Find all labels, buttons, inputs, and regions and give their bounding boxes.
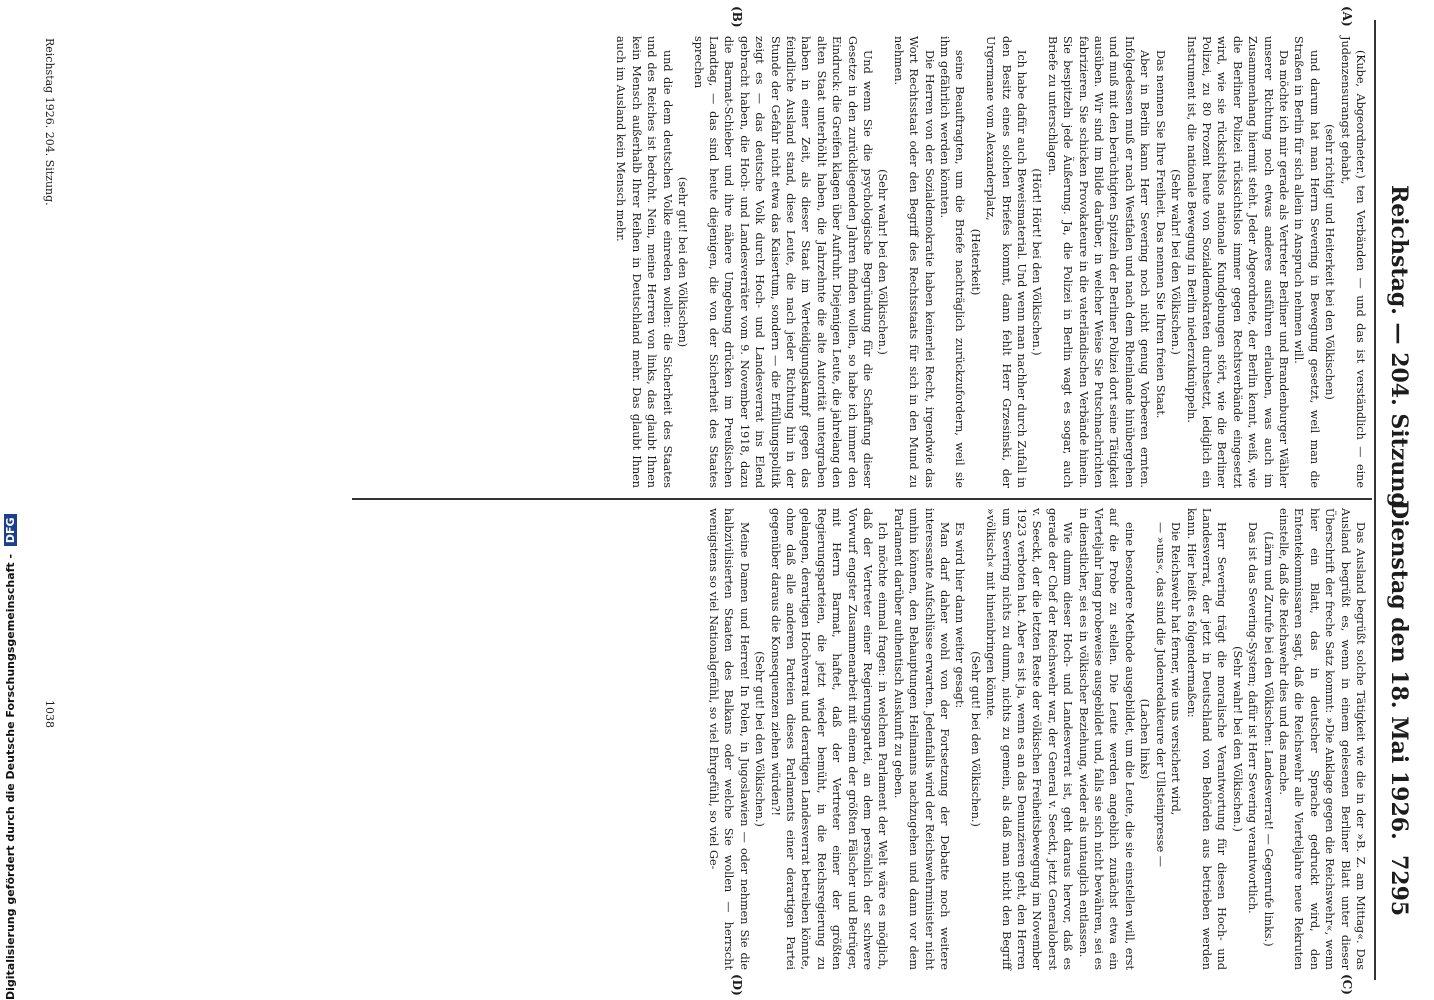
paragraph: (Lachen links) [1138, 698, 1152, 780]
paragraph: Das Ausland begrüßt solche Tätigkeit wie die in der »B. Z. am Mittag«. Das Ausland begrüßt es, wenn in einem gelesenen Berliner Blatt unter dieser Überschrift der freche Satz kommt: »Die Anklage gegen die Reichswehr«, wenn hier ein Blatt, das in deutscher Sprache gedruckt wird, den Ententekommissaren sagt, daß die Reichswehr alle Vierteljahre neue Rekruten einstelle, daß die Reichswehr dies und das mache. [1276, 508, 1367, 970]
paragraph: (sehr richtig! und Heiterkeit bei den Völkischen) [1323, 124, 1337, 400]
paragraph: Es wird hier dann weiter gesagt: [953, 522, 967, 709]
right-column [706, 508, 1368, 970]
paragraph: Meine Damen und Herren! In Polen, in Jugoslawien — oder nehmen Sie die halbzivilisierten Staaten des Balkans oder welche Sie wollen — herrscht wenigstens so viel Nationalgefühl, so viel Ehrgefühl, so viel Ge- [706, 508, 751, 970]
header-left: Reichstag. — 204. Sitzung. [1386, 185, 1412, 516]
header-right: Dienstag den 18. Mai 1926. [1386, 500, 1412, 840]
dfg-logo: DFG [4, 514, 17, 546]
margin-marker-d: (D) [730, 974, 744, 996]
paragraph: (Sehr gut! bei den Völkischen.) [753, 651, 767, 827]
paragraph: (Hört! Hört! bei den Völkischen.) [1030, 168, 1044, 356]
margin-marker-b: (B) [730, 6, 744, 28]
paragraph: seine Beauftragten, um die Briefe nachträglich zurückzufordern, weil sie ihm gefährlich werden könnten. [938, 36, 967, 488]
footer-left: Reichstag 1926. 204. Sitzung. [43, 38, 56, 206]
paragraph: (Kube, Abgeordneter.) ten Verbänden — und das ist verständlich — eine Judenzensurangst gehabt, [1338, 36, 1367, 488]
paragraph: — »uns«, das sind die Judenredakteure der Ullsteinpresse — [1153, 522, 1167, 867]
left-column [613, 36, 1368, 488]
paragraph: Und wenn Sie die psychologische Begründung für die Schaffung dieser Gesetze in den zurückliegenden Jahren finden wollen, so habe ich immer den Eindruck: die Greifen klagen über Aufruhr. Diejenigen Leute, die jahrelang den alten Staat unterhöhlt haben, die Jahrzehnte die alte Autorität untergraben haben in einer Zeit, als dieser Staat im Verteidigungskampf gegen das feindliche Ausland stand, diese Leute, die nach jeder Richtung hin in der Stunde der Gefahr nicht etwa das Kaisertum, sondern — die Erfüllungspolitik zeigt es — das deutsche Volk durch Hoch- und Landesverrat ins Elend gebracht haben, die Hoch- und Landesverräter vom 9. November 1918, dazu die Barmat-Schieber und ihre nähere Umgebung drücken im Preußischen Landtag, — das sind heute diejenigen, die von der Sicherheit des Staates sprechen [691, 36, 874, 488]
paragraph: Die Reichswehr hat ferner, wie uns versichert wird, [1169, 522, 1183, 816]
paragraph: (Sehr wahr! bei den Völkischen.) [1230, 646, 1244, 832]
paragraph: Das ist das Severing-System; dafür ist Herr Severing verantwortlich. [1246, 522, 1260, 914]
paragraph: (Heiterkeit) [968, 228, 982, 296]
paragraph: und die dem deutschen Volke einreden wollen: die Sicherheit des Staates und des Reiches ist bedroht. Nein, meine Herren von links, das glaubt Ihnen kein Mensch außerhalb Ihrer Reihen in Deutschland mehr. Das glaubt Ihnen auch im Ausland kein Mensch mehr. [614, 36, 674, 488]
page-number: 7295 [1386, 855, 1412, 917]
paragraph: eine besondere Methode ausgebildet, um die Leute, die sie einstellen will, erst auf die Probe zu stellen. Die Leute werden angeblich zunächst etwa ein Vierteljahr lang probeweise ausgebildet und, falls sie sich nicht bewähren, sei es in dienstlicher, sei es in völkischer Beziehung, wieder als untauglich entlassen. [1076, 508, 1136, 970]
footer-page-number: 1038 [43, 700, 56, 728]
paragraph: Die Herren von der Sozialdemokratie haben keinerlei Recht, irgendwie das Wort Rechtsstaat oder den Begriff des Rechtsstaats für sich in den Mund zu nehmen. [891, 36, 936, 488]
header-rule [1374, 20, 1376, 980]
paragraph: Aber in Berlin kann Herr Severing noch nicht genug Vorbeeren ernten. Infolgedessen muß er nach Westfalen und nach dem Rheinlande hinübergehen und muß mit den berüchtigten Spitzeln der Berliner Polizei dort seine Tätigkeit ausüben. Wir sind im Bilde darüber, in welcher Weise Sie Putschnachrichten fabrizieren. Sie schicken Provokateure in die vaterländischen Verbände hinein. Sie bespitzeln jede Äußerung. Ja, die Polizei in Berlin wagt es sogar, auch Briefe zu unterschlagen. [1045, 36, 1152, 488]
digitization-credit [4, 0, 18, 1000]
margin-marker-c: (C) [1340, 974, 1354, 995]
paragraph: Man darf daher wohl von der Fortsetzung der Debatte noch weitere interessante Aufschlüsse erwarten. Jedenfalls wird der Reichswehrminister nicht umhin können, den Behauptungen Heilmanns nachzugehen und dann vor dem Parlament darüber authentisch Auskunft zu geben. [891, 508, 952, 970]
credit-text: Digitalisierung gefördert durch die Deutsche Forschungsgemeinschaft - [4, 553, 17, 1000]
paragraph: Da möchte ich mir gerade als Vertreter Berliner und Brandenburger Wähler unserer Richtung noch etwas anderes ausführen erlauben, was auch im Zusammenhang hiermit steht. Jeder Abgeordnete, der Berlin kennt, weiß, wie die Berliner Polizei rücksichtslos immer gegen Rechtsverbände eingesetzt wird, wie sie rücksichtslos nationale Kundgebungen stört, wie die Berliner Polizei, zu 80 Prozent heute von Sozialdemokraten durchsetzt, lediglich ein Instrument ist, die nationale Bewegung in Berlin niederzuknüppeln. [1184, 36, 1290, 488]
paragraph: (Sehr wahr! bei den Völkischen.) [1169, 169, 1183, 355]
paragraph: Ich möchte einmal fragen: in welchem Parlament der Welt wäre es möglich, daß der Vertreter einer Regierungspartei, an dem persönlich der schwere Vorwurf engster Zusammenarbeit mit einem der größten Fälscher und Betrüger, mit Herrn Barmat, haftet, daß der Vertreter einer der größten Regierungsparteien, die jetzt wieder bemüht, in die Reichsregierung zu gelangen, derartigen Hochverrat und derartigen Landesverrat betreiben könnte, ohne daß alle anderen Parteien dieses Parlaments einer derartigen Partei gegenüber daraus die Konsequenzen ziehen würden?! [768, 508, 890, 970]
paragraph: (Sehr gut! bei den Völkischen.) [968, 651, 982, 827]
paragraph: (sehr gut! bei den Völkischen) [676, 176, 690, 348]
margin-marker-a: (A) [1340, 6, 1354, 27]
paragraph: und darum hat man Herrn Severing in Bewegung gesetzt, weil man die Straßen in Berlin für sich allein in Anspruch nehmen will. [1292, 36, 1321, 488]
paragraph: (Sehr wahr! bei den Völkischen.) [876, 169, 890, 355]
paragraph: Herr Severing trägt die moralische Verantwortung für diesen Hoch- und Landesverrat, der jetzt in Deutschland von Behörden aus betrieben werden kann. Hier heißt es folgendermaßen: [1184, 508, 1229, 970]
paragraph: Das nennen Sie Ihre Freiheit. Das nennen Sie Ihren freien Staat. [1153, 50, 1167, 419]
column-divider [352, 498, 1372, 500]
paragraph: (Lärm und Zurufe bei den Völkischen: Landesverrat! — Gegenrufe links.) [1261, 531, 1275, 947]
scanned-page [24, 0, 1434, 1000]
paragraph: Ich habe dafür auch Beweismaterial. Und wenn man nachher durch Zufall in den Besitz eines solchen Briefes kommt, dann fehlt Herr Grzesinski, der Urgermane vom Alexanderplatz, [984, 36, 1029, 488]
paragraph: Wie dumm dieser Hoch- und Landesverrat ist, geht daraus hervor, daß es gerade der Chef der Reichswehr war, der General v. Seeckt, jetzt Generaloberst v. Seeckt, der die letzten Reste der völkischen Freiheitsbewegung im November 1923 verboten hat. Aber es ist ja, wenn es an das Denunzieren geht, den Herren um Severing nichts zu dumm, nichts zu gemein, als daß man nicht den Begriff »völkisch« mit hineinbringen könnte. [984, 508, 1075, 970]
